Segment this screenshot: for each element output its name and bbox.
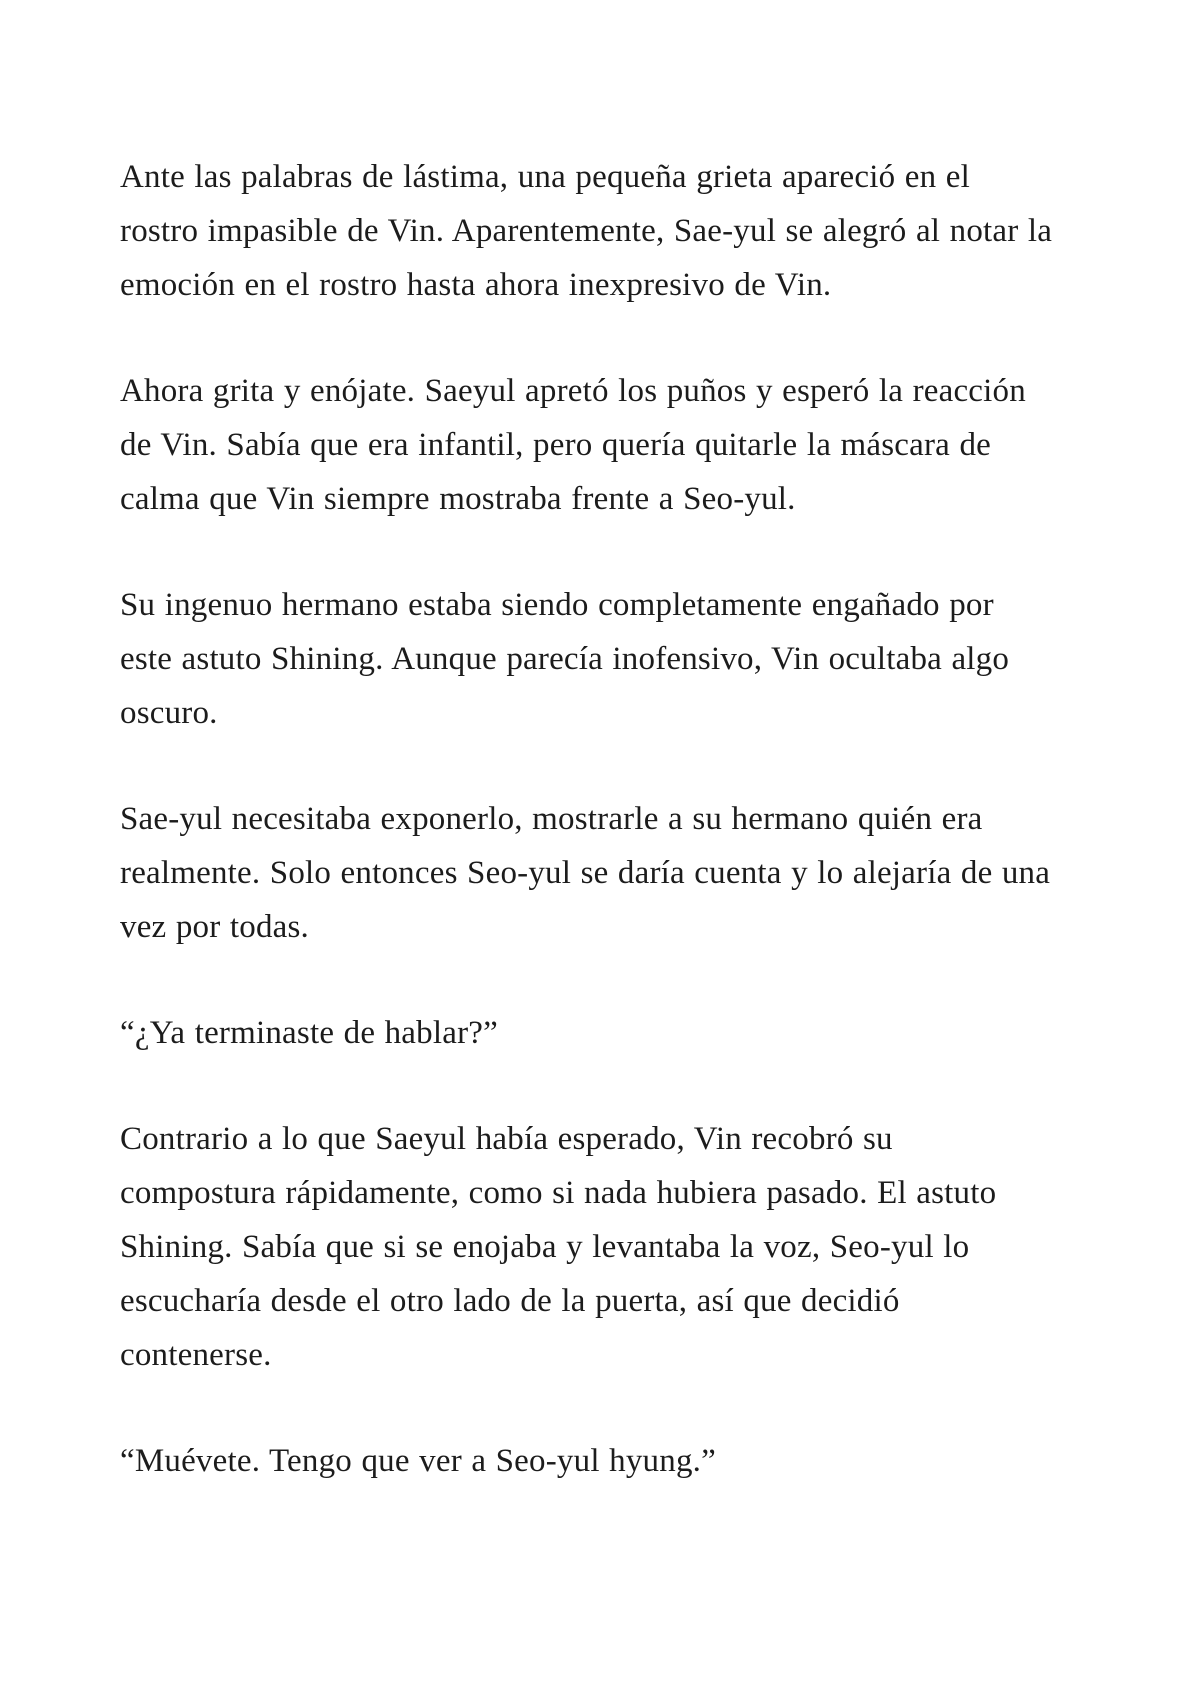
paragraph-narration-1: Ante las palabras de lástima, una pequeña grieta apareció en el rostro impasible de Vin. Aparentemente, Sae-yul se alegró al notar la emoción en el rostro hasta ahora inexpresivo de Vin. [120, 159, 1053, 303]
paragraph-narration-4: Sae-yul necesitaba exponerlo, mostrarle a su hermano quién era realmente. Solo entonces Seo-yul se daría cuenta y lo alejaría de una vez por todas. [120, 801, 1051, 945]
paragraph-dialogue-1: “¿Ya terminaste de hablar?” [120, 1015, 498, 1051]
paragraph-narration-2: Ahora grita y enójate. Saeyul apretó los puños y esperó la reacción de Vin. Sabía que era infantil, pero quería quitarle la máscara de calma que Vin siempre mostraba frente a Seo-yul. [120, 373, 1026, 517]
paragraph-narration-5: Contrario a lo que Saeyul había esperado, Vin recobró su compostura rápidamente, como si nada hubiera pasado. El astuto Shining. Sabía que si se enojaba y levantaba la voz, Seo-yul lo escucharía desde el otro lado de la puerta, así que decidió contenerse. [120, 1121, 997, 1373]
paragraph-dialogue-2: “Muévete. Tengo que ver a Seo-yul hyung.” [120, 1443, 716, 1479]
paragraph-narration-3: Su ingenuo hermano estaba siendo completamente engañado por este astuto Shining. Aunque parecía inofensivo, Vin ocultaba algo oscuro. [120, 587, 1010, 731]
